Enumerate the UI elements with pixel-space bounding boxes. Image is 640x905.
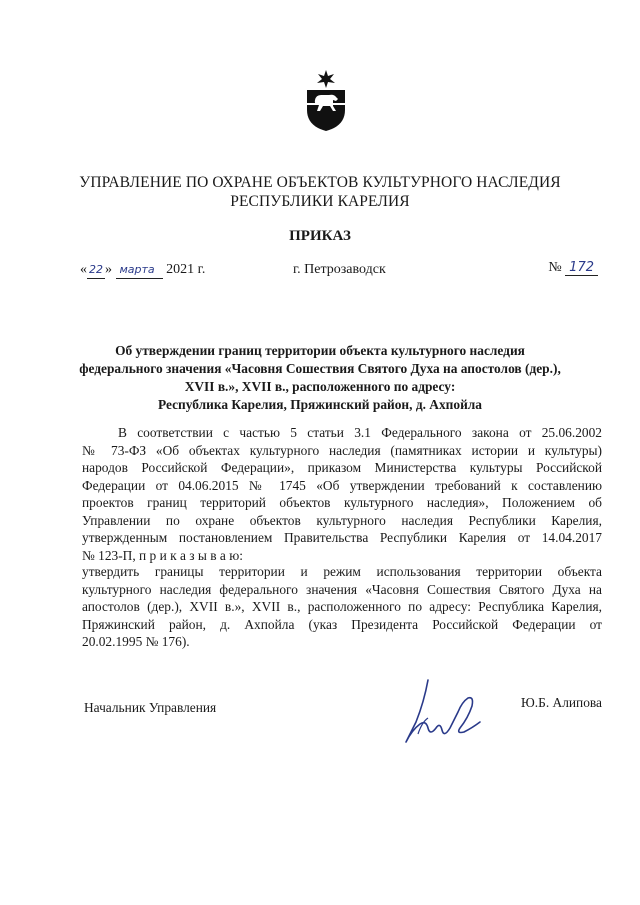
title-line-4: Республика Карелия, Пряжинский район, д. Ахпойла xyxy=(157,397,483,412)
body-line: 20.02.1995 № 176). xyxy=(82,634,190,649)
body-line: апостолов (дер.), XVII в.», XVII в., расположенного по адресу: Республика Карелия, xyxy=(82,599,602,614)
body-line: Пряжинский район, д. Ахпойла (указ Президента Российской Федерации от xyxy=(82,616,602,632)
body-line: Управлении по охране объектов культурного наследия Республики Карелия, xyxy=(82,512,602,528)
preamble-paragraph xyxy=(82,424,602,564)
organization-name xyxy=(0,173,640,211)
body-line: культурного наследия федерального значения «Часовня Сошествия Святого Духа на xyxy=(82,581,602,597)
number-sign: № xyxy=(548,260,562,275)
number-value: 172 xyxy=(565,260,598,276)
order-title xyxy=(0,342,640,414)
city: г. Петрозаводск xyxy=(293,262,386,277)
karelia-emblem-icon xyxy=(303,70,349,132)
body-line: народов Российской Федерации», приказом Министерства культуры Российской xyxy=(82,460,602,475)
body-line: проектов границ территорий объектов культурного наследия», Положением об xyxy=(82,495,602,510)
document-number xyxy=(548,260,598,276)
handwritten-signature xyxy=(398,672,488,752)
title-line-1: Об утверждении границ территории объекта культурного наследия xyxy=(115,343,525,358)
date-day: 22 xyxy=(89,263,103,276)
title-line-3: XVII в.», XVII в., расположенного по адресу: xyxy=(184,379,456,394)
org-line-1: УПРАВЛЕНИЕ ПО ОХРАНЕ ОБЪЕКТОВ КУЛЬТУРНОГО НАСЛЕДИЯ xyxy=(79,174,561,191)
signatory-position: Начальник Управления xyxy=(84,700,217,715)
order-paragraph xyxy=(82,563,602,651)
date-year: 2021 г. xyxy=(166,262,206,277)
body-line: утвердить границы территории и режим использования территории объекта xyxy=(82,564,602,579)
date-line xyxy=(80,260,600,284)
date-open-quote: « xyxy=(80,262,87,277)
document-type: ПРИКАЗ xyxy=(289,228,351,244)
date-month: марта xyxy=(119,263,155,276)
body-line: № 123-П, п р и к а з ы в а ю: xyxy=(82,547,243,563)
org-line-2: РЕСПУБЛИКИ КАРЕЛИЯ xyxy=(230,193,410,210)
document-date xyxy=(80,262,205,279)
body-line: В соответствии с частью 5 статьи 3.1 Федерального закона от 25.06.2002 xyxy=(118,425,602,440)
title-line-2: федерального значения «Часовня Сошествия Святого Духа на апостолов (дер.), xyxy=(79,361,561,376)
body-line: Федерации от 04.06.2015 № 1745 «Об утверждении требований к составлению xyxy=(82,477,602,493)
date-close-quote: » xyxy=(105,262,112,277)
body-line: утвержденным постановлением Правительства Республики Карелия от 14.04.2017 xyxy=(82,530,602,545)
signatory-name: Ю.Б. Алипова xyxy=(521,695,602,710)
body-line: № 73-ФЗ «Об объектах культурного наследия (памятниках истории и культуры) xyxy=(82,442,602,458)
